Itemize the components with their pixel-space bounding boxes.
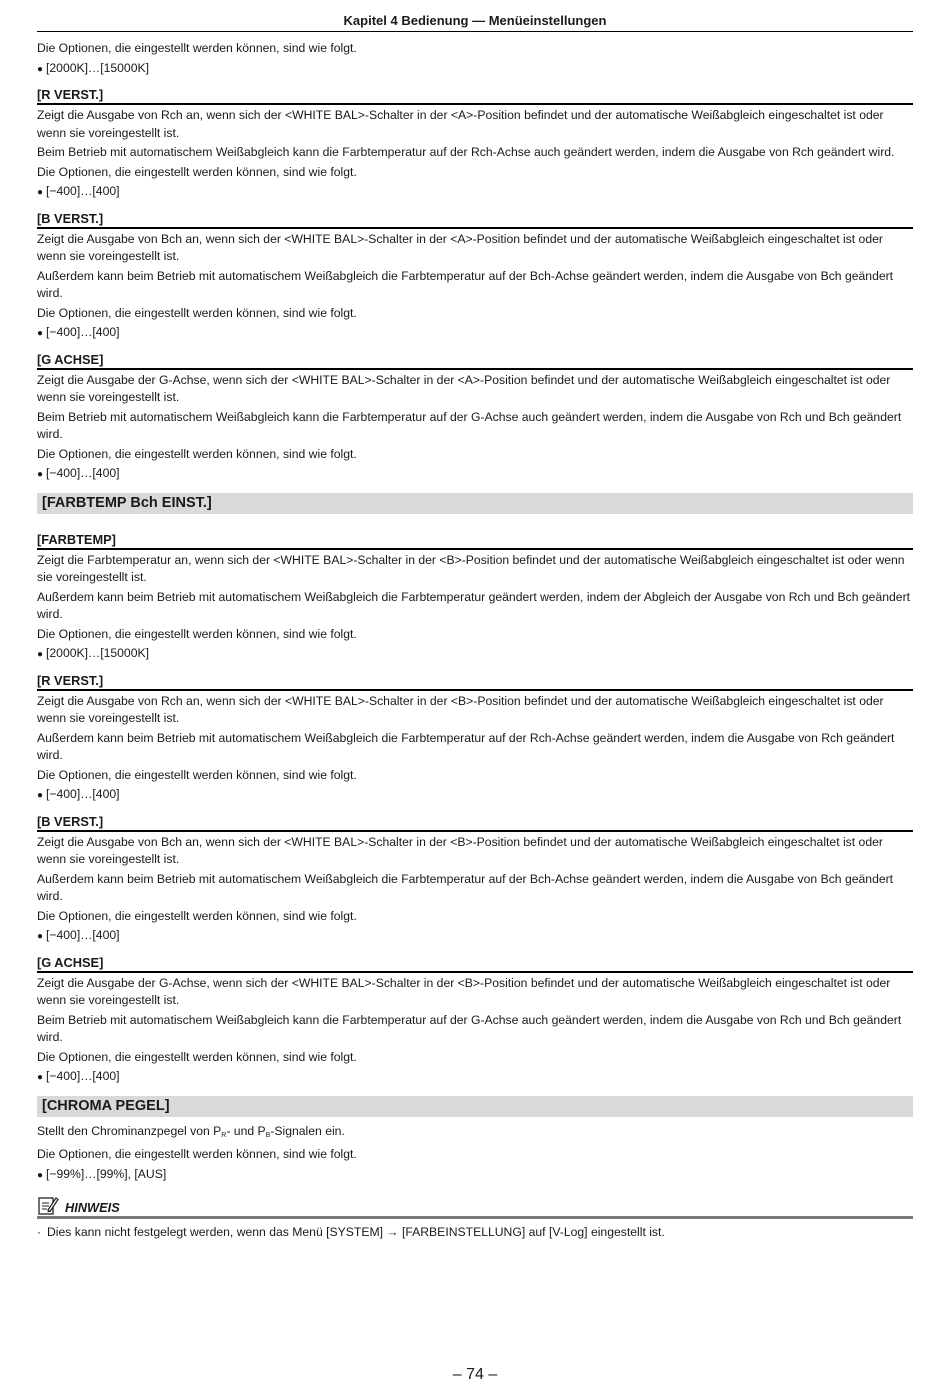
range-item: ● [−400]…[400] bbox=[37, 928, 120, 942]
paragraph: Beim Betrieb mit automatischem Weißabgleich kann die Farbtemperatur auf der G-Achse auch geändert werden, indem die Ausgabe von Rch und Bch geändert wird. bbox=[37, 1012, 902, 1044]
range-value: [2000K]…[15000K] bbox=[46, 60, 149, 75]
paragraph: Die Optionen, die eingestellt werden können, sind wie folgt. bbox=[37, 446, 357, 461]
range-item: ● [−99%]…[99%], [AUS] bbox=[37, 1166, 167, 1181]
paragraph: Die Optionen, die eingestellt werden können, sind wie folgt. bbox=[37, 1049, 357, 1064]
range-item: ● [−400]…[400] bbox=[37, 184, 120, 198]
text-fragment: -Signalen ein. bbox=[270, 1123, 345, 1138]
paragraph: Zeigt die Ausgabe von Bch an, wenn sich der <WHITE BAL>-Schalter in der <B>-Position befindet und der automatische Weißabgleich eingeschaltet ist oder wenn sie voreingestellt ist. bbox=[37, 834, 883, 866]
range-value: [−400]…[400] bbox=[46, 466, 120, 480]
subheading-farbtemp: [FARBTEMP] bbox=[37, 532, 913, 550]
range-value: [2000K]…[15000K] bbox=[46, 646, 149, 660]
paragraph: Die Optionen, die eingestellt werden können, sind wie folgt. bbox=[37, 626, 357, 641]
range-value: [−400]…[400] bbox=[46, 928, 120, 942]
paragraph: Zeigt die Ausgabe von Rch an, wenn sich der <WHITE BAL>-Schalter in der <A>-Position befindet und der automatische Weißabgleich eingeschaltet ist oder wenn sie voreingestellt ist. bbox=[37, 108, 884, 140]
paragraph: Beim Betrieb mit automatischem Weißabgleich kann die Farbtemperatur auf der Rch-Achse auch geändert werden, indem die Ausgabe von Rch geändert wird. bbox=[37, 145, 895, 159]
paragraph: Zeigt die Ausgabe der G-Achse, wenn sich der <WHITE BAL>-Schalter in der <B>-Position befindet und der automatische Weißabgleich eingeschaltet ist oder wenn sie voreingestellt ist. bbox=[37, 975, 891, 1007]
range-item: ● [−400]…[400] bbox=[37, 466, 120, 480]
paragraph: Beim Betrieb mit automatischem Weißabgleich kann die Farbtemperatur auf der G-Achse auch geändert werden, indem die Ausgabe von Rch und Bch geändert wird. bbox=[37, 409, 902, 441]
range-item: ● [−400]…[400] bbox=[37, 1069, 120, 1083]
chapter-title: Kapitel 4 Bedienung — Menüeinstellungen bbox=[343, 13, 607, 28]
subheading-g-achse: [G ACHSE] bbox=[37, 955, 913, 973]
paragraph: Die Optionen, die eingestellt werden können, sind wie folgt. bbox=[37, 908, 357, 923]
text-fragment: Stellt den Chrominanzpegel von P bbox=[37, 1123, 222, 1138]
subheading-r-verst: [R VERST.] bbox=[37, 87, 913, 105]
section-heading-farbtemp-bch: [FARBTEMP Bch EINST.] bbox=[37, 493, 913, 514]
range-value: [−99%]…[99%], [AUS] bbox=[46, 1166, 167, 1181]
page-number: – 74 – bbox=[452, 1366, 498, 1383]
subscript-r: R bbox=[221, 1131, 227, 1139]
range-item: ● [2000K]…[15000K] bbox=[37, 646, 149, 660]
paragraph: Außerdem kann beim Betrieb mit automatischem Weißabgleich die Farbtemperatur auf der Bch-Achse geändert werden, indem die Ausgabe von Bch geändert wird. bbox=[37, 268, 894, 300]
paragraph: Außerdem kann beim Betrieb mit automatischem Weißabgleich die Farbtemperatur auf der Rch-Achse geändert werden, indem die Ausgabe von Rch geändert wird. bbox=[37, 730, 895, 762]
text-fragment: - und P bbox=[226, 1123, 266, 1138]
note-item: · Dies kann nicht festgelegt werden, wenn das Menü [SYSTEM] → [FARBEINSTELLUNG] auf [V-Log] eingestellt ist. bbox=[37, 1225, 665, 1239]
paragraph: Außerdem kann beim Betrieb mit automatischem Weißabgleich die Farbtemperatur geändert werden, indem der Abgleich der Ausgabe von Rch und Bch geändert wird. bbox=[37, 589, 911, 621]
paragraph: Zeigt die Ausgabe der G-Achse, wenn sich der <WHITE BAL>-Schalter in der <A>-Position befindet und der automatische Weißabgleich eingeschaltet ist oder wenn sie voreingestellt ist. bbox=[37, 372, 891, 404]
range-value: [−400]…[400] bbox=[46, 787, 120, 801]
paragraph: Die Optionen, die eingestellt werden können, sind wie folgt. bbox=[37, 164, 357, 179]
range-value: [−400]…[400] bbox=[46, 1069, 120, 1083]
range-item: ● [2000K]…[15000K] bbox=[37, 60, 149, 75]
subheading-r-verst: [R VERST.] bbox=[37, 673, 913, 691]
chroma-description bbox=[37, 1123, 913, 1145]
note-label: HINWEIS bbox=[65, 1200, 120, 1215]
section-heading-chroma-pegel: [CHROMA PEGEL] bbox=[37, 1096, 913, 1117]
range-item: ● [−400]…[400] bbox=[37, 787, 120, 801]
subheading-g-achse: [G ACHSE] bbox=[37, 352, 913, 370]
note-header bbox=[37, 1194, 913, 1219]
paragraph: Die Optionen, die eingestellt werden können, sind wie folgt. bbox=[37, 767, 357, 782]
paragraph: Außerdem kann beim Betrieb mit automatischem Weißabgleich die Farbtemperatur auf der Bch-Achse geändert werden, indem die Ausgabe von Bch geändert wird. bbox=[37, 871, 894, 903]
range-item: ● [−400]…[400] bbox=[37, 325, 120, 339]
paragraph: Zeigt die Ausgabe von Rch an, wenn sich der <WHITE BAL>-Schalter in der <B>-Position befindet und der automatische Weißabgleich eingeschaltet ist oder wenn sie voreingestellt ist. bbox=[37, 693, 884, 725]
subscript-b: B bbox=[265, 1131, 271, 1139]
paragraph: Zeigt die Farbtemperatur an, wenn sich der <WHITE BAL>-Schalter in der <B>-Position befindet und der automatische Weißabgleich eingeschaltet ist oder wenn sie voreingestellt ist. bbox=[37, 552, 905, 584]
range-value: [−400]…[400] bbox=[46, 184, 120, 198]
subheading-b-verst: [B VERST.] bbox=[37, 814, 913, 832]
paragraph: Die Optionen, die eingestellt werden können, sind wie folgt. bbox=[37, 1147, 357, 1161]
range-value: [−400]…[400] bbox=[46, 325, 120, 339]
paragraph: Die Optionen, die eingestellt werden können, sind wie folgt. bbox=[37, 305, 357, 320]
options-intro: Die Optionen, die eingestellt werden können, sind wie folgt. bbox=[37, 41, 357, 55]
page-header bbox=[37, 13, 913, 32]
note-text: Dies kann nicht festgelegt werden, wenn das Menü [SYSTEM] → [FARBEINSTELLUNG] auf [V-Log] eingestellt ist. bbox=[47, 1225, 665, 1239]
subheading-b-verst: [B VERST.] bbox=[37, 211, 913, 229]
note-pencil-icon bbox=[37, 1194, 59, 1216]
page-content bbox=[37, 40, 913, 1242]
paragraph: Zeigt die Ausgabe von Bch an, wenn sich der <WHITE BAL>-Schalter in der <A>-Position befindet und der automatische Weißabgleich eingeschaltet ist oder wenn sie voreingestellt ist. bbox=[37, 231, 883, 263]
